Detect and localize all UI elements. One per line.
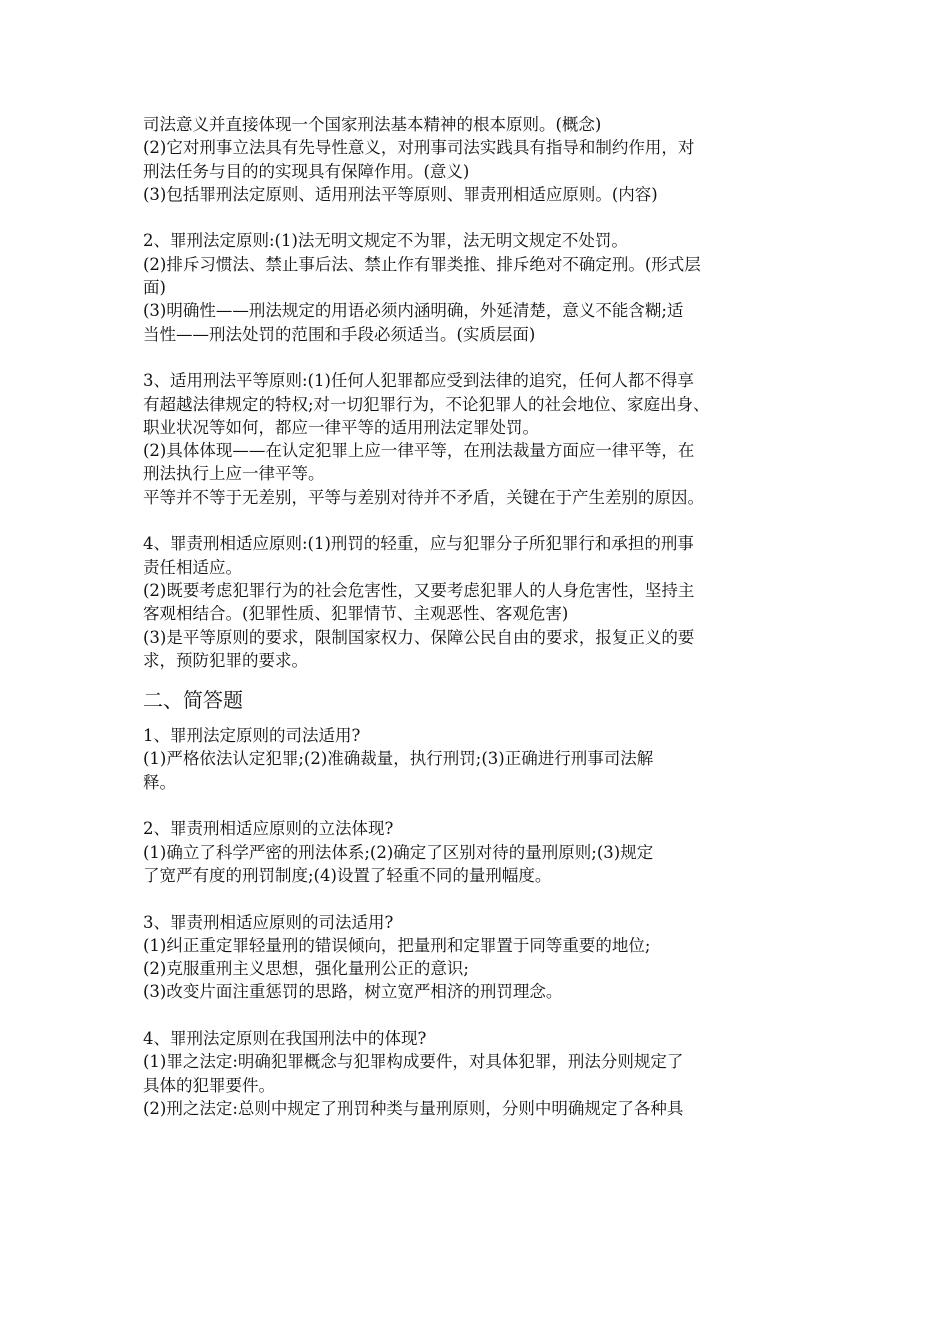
text-line: (2)它对刑事立法具有先导性意义，对刑事司法实践具有指导和制约作用，对 — [143, 138, 695, 158]
text-line: (3)改变片面注重惩罚的思路，树立宽严相济的刑罚理念。 — [143, 982, 563, 1002]
text-line: 当性——刑法处罚的范围和手段必须适当。(实质层面) — [143, 324, 536, 344]
paragraph-principle-overview — [143, 113, 809, 206]
paragraph-equality-principle — [143, 369, 809, 509]
document-page — [143, 113, 809, 1120]
paragraph-gap — [143, 1004, 809, 1027]
text-line: (3)包括罪刑法定原则、适用刑法平等原则、罪责刑相适应原则。(内容) — [143, 184, 658, 204]
text-line: (1)纠正重定罪轻量刑的错误倾向，把量刑和定罪置于同等重要的地位; — [143, 935, 651, 955]
text-line: (2)克服重刑主义思想，强化量刑公正的意识; — [143, 959, 469, 979]
question-title: 2、罪责刑相适应原则的立法体现? — [143, 819, 394, 839]
text-line: 平等并不等于无差别，平等与差别对待并不矛盾，关键在于产生差别的原因。 — [143, 487, 704, 507]
text-line: 司法意义并直接体现一个国家刑法基本精神的根本原则。(概念) — [143, 115, 602, 134]
text-line: (1)罪之法定:明确犯罪概念与犯罪构成要件，对具体犯罪，刑法分则规定了 — [143, 1052, 684, 1072]
text-line: 责任相适应。 — [143, 557, 242, 577]
text-line: 求，预防犯罪的要求。 — [143, 650, 308, 670]
text-line: 了宽严有度的刑罚制度;(4)设置了轻重不同的量刑幅度。 — [143, 865, 552, 885]
question-2 — [143, 817, 809, 887]
text-line: 3、适用刑法平等原则:(1)任何人犯罪都应受到法律的追究，任何人都不得享 — [143, 371, 694, 391]
paragraph-proportionality-principle — [143, 532, 809, 672]
paragraph-gap — [143, 794, 809, 817]
paragraph-legality-principle — [143, 229, 809, 345]
text-line: 具体的犯罪要件。 — [143, 1075, 275, 1095]
paragraph-gap — [143, 887, 809, 910]
text-line: (2)既要考虑犯罪行为的社会危害性，又要考虑犯罪人的人身危害性，坚持主 — [143, 580, 695, 600]
question-title: 4、罪刑法定原则在我国刑法中的体现? — [143, 1028, 427, 1048]
text-line: (2)具体体现——在认定犯罪上应一律平等，在刑法裁量方面应一律平等，在 — [143, 441, 695, 461]
paragraph-gap — [143, 509, 809, 532]
text-line: (3)是平等原则的要求，限制国家权力、保障公民自由的要求，报复正义的要 — [143, 627, 695, 647]
text-line: 有超越法律规定的特权;对一切犯罪行为，不论犯罪人的社会地位、家庭出身、 — [143, 394, 710, 414]
question-3 — [143, 911, 809, 1004]
text-line: 客观相结合。(犯罪性质、犯罪情节、主观恶性、客观危害) — [143, 604, 569, 624]
paragraph-gap — [143, 346, 809, 369]
text-line: 面) — [143, 278, 166, 298]
text-line: (1)确立了科学严密的刑法体系;(2)确定了区别对待的量刑原则;(3)规定 — [143, 842, 654, 862]
question-4 — [143, 1027, 809, 1120]
question-title: 3、罪责刑相适应原则的司法适用? — [143, 912, 394, 932]
text-line: 2、罪刑法定原则:(1)法无明文规定不为罪，法无明文规定不处罚。 — [143, 231, 628, 251]
text-line: 刑法任务与目的的实现具有保障作用。(意义) — [143, 161, 470, 181]
paragraph-gap — [143, 206, 809, 229]
question-1 — [143, 724, 809, 794]
text-line: (2)刑之法定:总则中规定了刑罚种类与量刑原则，分则中明确规定了各种具 — [143, 1098, 684, 1118]
text-line: 释。 — [143, 772, 176, 792]
text-line: (1)严格依法认定犯罪;(2)准确裁量，执行刑罚;(3)正确进行刑事司法解 — [143, 749, 654, 769]
section-heading-short-answer: 二、简答题 — [143, 688, 243, 713]
question-title: 1、罪刑法定原则的司法适用? — [143, 726, 361, 746]
text-line: 刑法执行上应一律平等。 — [143, 464, 325, 484]
text-line: (3)明确性——刑法规定的用语必须内涵明确，外延清楚，意义不能含糊;适 — [143, 301, 684, 321]
text-line: 4、罪责刑相适应原则:(1)刑罚的轻重，应与犯罪分子所犯罪行和承担的刑事 — [143, 534, 694, 554]
text-line: (2)排斥习惯法、禁止事后法、禁止作有罪类推、排斥绝对不确定刑。(形式层 — [143, 254, 701, 274]
text-line: 职业状况等如何，都应一律平等的适用刑法定罪处罚。 — [143, 417, 539, 437]
